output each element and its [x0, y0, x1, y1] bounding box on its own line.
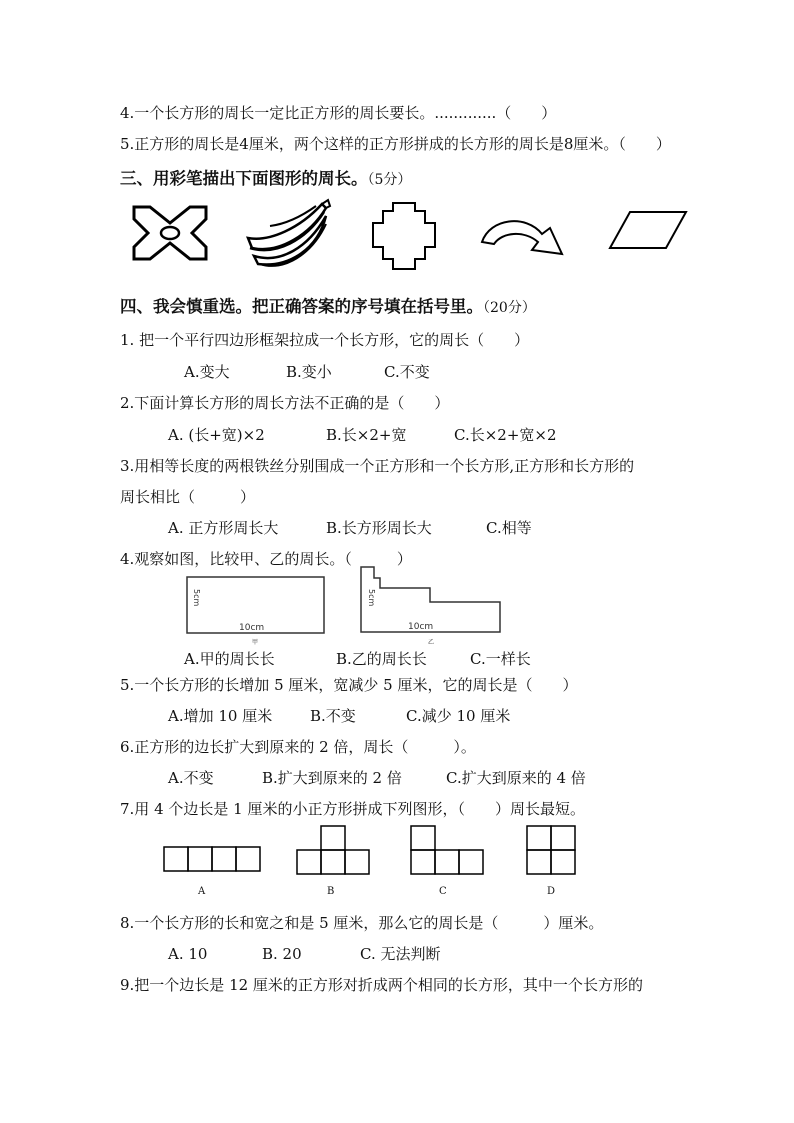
question-1-option-a: A.变大: [184, 363, 230, 381]
section-3-heading: [120, 168, 411, 191]
figure-b-label: B: [327, 886, 335, 897]
question-4-option-a: A.甲的周长长: [184, 650, 275, 668]
question-9: 9.把一个边长是 12 厘米的正方形对折成两个相同的长方形，其中一个长方形的: [120, 976, 643, 994]
question-2-option-a: A. (长+宽)×2: [168, 426, 265, 444]
section-4-title: 四、我会慎重选。把正确答案的序号填在括号里。: [120, 297, 483, 316]
question-6-option-a: A.不变: [168, 769, 214, 787]
question-2-option-b: B.长×2+宽: [326, 426, 407, 444]
question-6-option-b: B.扩大到原来的 2 倍: [262, 769, 402, 787]
section-4-points: （20分）: [483, 300, 536, 316]
figure-yi-stepped-shape: [360, 566, 502, 646]
figure-jia-rectangle: [186, 576, 326, 646]
figure-jia-height-label: 5cm: [192, 589, 201, 607]
question-8-option-a: A. 10: [168, 945, 208, 963]
figure-d-label: D: [547, 886, 556, 897]
figure-yi-name: 乙: [428, 639, 435, 646]
figure-jia-width-label: 10cm: [239, 623, 265, 633]
question-8-option-c: C. 无法判断: [360, 945, 441, 963]
question-8-option-b: B. 20: [262, 945, 302, 963]
figure-yi-width-label: 10cm: [408, 622, 434, 632]
question-3-option-c: C.相等: [486, 519, 532, 537]
figure-c-label: C: [439, 886, 447, 897]
figure-yi-height-label: 5cm: [367, 589, 376, 607]
figure-c-l-shape: [410, 825, 486, 875]
question-1: 1. 把一个平行四边形框架拉成一个长方形，它的周长（ ）: [120, 331, 530, 349]
question-4: 4.观察如图，比较甲、乙的周长。（ ）: [120, 550, 412, 568]
true-false-question-4: 4.一个长方形的周长一定比正方形的周长要长。.............（ ）: [120, 104, 557, 122]
question-4-option-b: B.乙的周长长: [336, 650, 427, 668]
parallelogram-icon: [608, 210, 688, 250]
true-false-question-5: 5.正方形的周长是4厘米，两个这样的正方形拼成的长方形的周长是8厘米。（ ）: [120, 135, 671, 153]
question-6-option-c: C.扩大到原来的 4 倍: [446, 769, 586, 787]
question-7: 7.用 4 个边长是 1 厘米的小正方形拼成下列图形，（ ）周长最短。: [120, 800, 585, 818]
question-5-option-b: B.不变: [310, 707, 356, 725]
curved-arrow-icon: [480, 212, 570, 258]
question-6: 6.正方形的边长扩大到原来的 2 倍，周长（ ）。: [120, 738, 476, 756]
x-shape-icon: [130, 203, 210, 263]
question-2: 2.下面计算长方形的周长方法不正确的是（ ）: [120, 394, 450, 412]
figure-d-square: [526, 825, 578, 875]
figure-jia-name: 甲: [252, 639, 259, 646]
cross-shape-icon: [371, 201, 437, 271]
question-1-option-c: C.不变: [384, 363, 430, 381]
figure-a-four-in-row: [163, 846, 263, 872]
question-5: 5.一个长方形的长增加 5 厘米，宽减少 5 厘米，它的周长是（ ）: [120, 676, 578, 694]
question-1-option-b: B.变小: [286, 363, 332, 381]
question-4-option-c: C.一样长: [470, 650, 531, 668]
question-5-option-c: C.减少 10 厘米: [406, 707, 511, 725]
question-3-line-1: 3.用相等长度的两根铁丝分别围成一个正方形和一个长方形,正方形和长方形的: [120, 457, 635, 475]
question-2-option-c: C.长×2+宽×2: [454, 426, 557, 444]
figure-b-t-shape: [296, 825, 372, 875]
section-4-heading: [120, 296, 536, 319]
section-3-points: （5分）: [367, 172, 412, 188]
question-3-line-2: 周长相比（ ）: [120, 488, 256, 506]
question-3-option-b: B.长方形周长大: [326, 519, 432, 537]
question-5-option-a: A.增加 10 厘米: [168, 707, 273, 725]
figure-a-label: A: [198, 886, 206, 897]
section-3-title: 三、用彩笔描出下面图形的周长。: [120, 169, 368, 188]
question-3-option-a: A. 正方形周长大: [168, 519, 279, 537]
banana-bunch-icon: [240, 198, 330, 270]
question-8: 8.一个长方形的长和宽之和是 5 厘米，那么它的周长是（ ）厘米。: [120, 914, 604, 932]
